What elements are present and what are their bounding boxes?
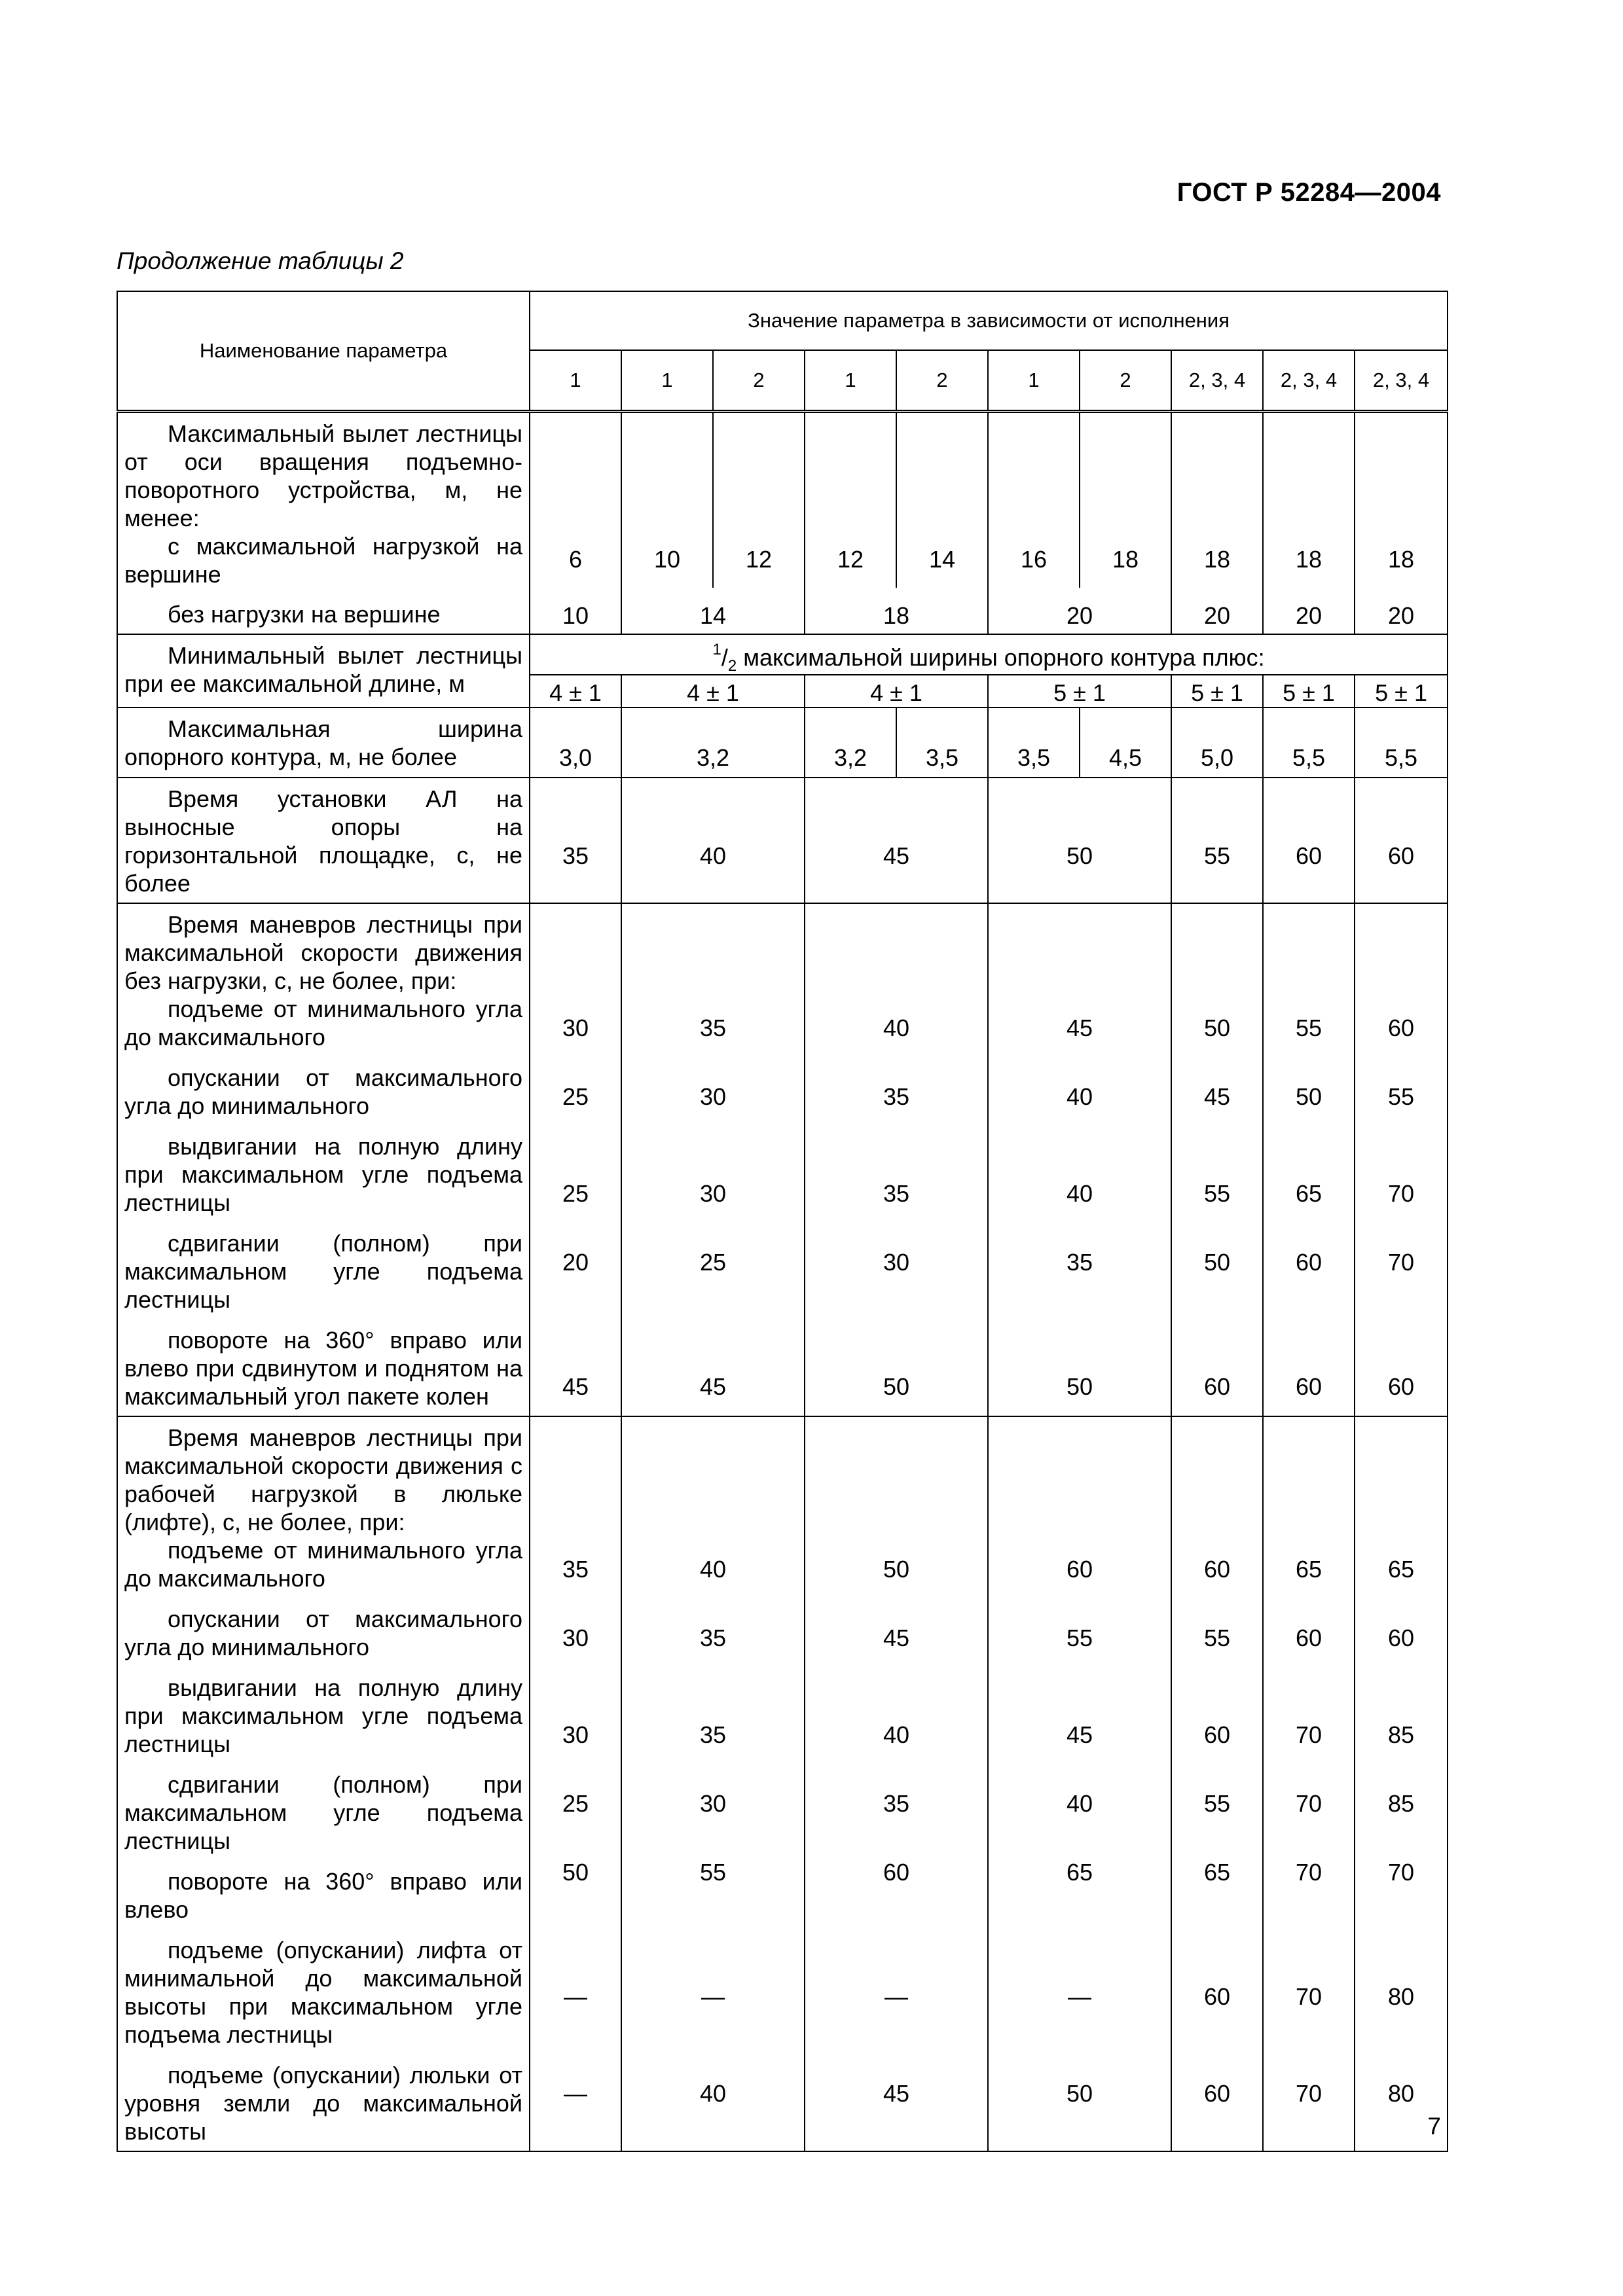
param-subitem: выдвигании на полную длину при максимальном угле подъема лестницы: [124, 1133, 522, 1216]
variant-header: 2, 3, 4: [1263, 350, 1355, 412]
value-cell: 16: [988, 412, 1080, 588]
param-text: Время маневров лестницы при максимальной скорости движения с рабочей нагрузкой в люльке (лифте), с, не более, при:: [124, 1424, 522, 1535]
standard-code: ГОСТ Р 52284—2004: [1176, 178, 1441, 207]
param-cell: [117, 903, 530, 1416]
variant-header: 1: [988, 350, 1080, 412]
variant-header: 1: [805, 350, 896, 412]
value-cell: 12: [805, 412, 896, 588]
value-cell: 14: [896, 412, 988, 588]
variant-header: 2: [896, 350, 988, 412]
value-cell: 18: [1171, 412, 1263, 588]
value-column: 55 50 65 60 60: [1263, 903, 1355, 1416]
param-text: Время установки АЛ на выносные опоры на горизонтальной площадке, с, не более: [124, 785, 522, 897]
value-column: 35 30 30 25 45: [621, 903, 805, 1416]
value-column: 40 35 35 30 50: [805, 903, 988, 1416]
min-reach-note: $^1/_2$ максимальной ширины опорного контура плюс:: [530, 634, 1448, 675]
value-cell: 5 ± 1: [988, 675, 1171, 708]
param-text: Минимальный вылет лестницы при ее максимальной длине, м: [124, 642, 522, 697]
value-cell: 45: [805, 778, 988, 903]
value-cell: 4 ± 1: [530, 675, 621, 708]
table-row: [117, 634, 1448, 675]
param-subitem: повороте на 360° вправо или влево при сдвинутом и поднятом на максимальный угол пакете колен: [124, 1327, 522, 1410]
value-column: 65 60 85 85 70 80 80: [1355, 1416, 1448, 2151]
value-cell: 5 ± 1: [1263, 675, 1355, 708]
value-column: 30 25 25 20 45: [530, 903, 621, 1416]
value-cell: 60: [1355, 778, 1448, 903]
values-column-header: Значение параметра в зависимости от исполнения: [530, 291, 1448, 350]
value-cell: 20: [1171, 588, 1263, 634]
param-subitem: повороте на 360° вправо или влево: [124, 1868, 522, 1923]
value-cell: 4 ± 1: [621, 675, 805, 708]
value-cell: 12: [713, 412, 805, 588]
param-subitem: сдвигании (полном) при максимальном угле подъема лестницы: [124, 1230, 522, 1313]
table-caption: Продолжение таблицы 2: [117, 247, 404, 274]
value-cell: 4 ± 1: [805, 675, 988, 708]
param-cell: [117, 778, 530, 903]
value-column: 35 30 30 25 50 — —: [530, 1416, 621, 2151]
value-cell: 60: [1263, 778, 1355, 903]
variant-header: 2, 3, 4: [1171, 350, 1263, 412]
value-cell: 20: [1355, 588, 1448, 634]
param-text: Максимальная ширина опорного контура, м, не более: [124, 715, 522, 770]
value-cell: 18: [805, 588, 988, 634]
value-cell: 40: [621, 778, 805, 903]
table-row: [117, 778, 1448, 903]
value-cell: 3,5: [988, 708, 1080, 778]
value-column: 40 35 35 30 55 — 40: [621, 1416, 805, 2151]
value-cell: 5,5: [1263, 708, 1355, 778]
param-subitem: подъеме (опускании) лифта от минимальной до максимальной высоты при максимальном угле подъема лестницы: [124, 1937, 522, 2048]
page-number: 7: [1427, 2113, 1441, 2140]
param-cell: [117, 634, 530, 708]
param-subitem: выдвигании на полную длину при максимальном угле подъема лестницы: [124, 1674, 522, 1757]
parameters-table: [117, 291, 1448, 2152]
value-cell: 3,0: [530, 708, 621, 778]
value-cell: 10: [530, 588, 621, 634]
param-subitem: опускании от максимального угла до минимального: [124, 1605, 522, 1660]
table-row: [117, 412, 1448, 588]
table-row: [117, 708, 1448, 778]
variant-header: 1: [621, 350, 713, 412]
value-column: 50 45 40 35 60 — 45: [805, 1416, 988, 2151]
param-column-header: Наименование параметра: [117, 291, 530, 412]
value-cell: 50: [988, 778, 1171, 903]
param-subitem: с максимальной нагрузкой на вершине: [124, 533, 522, 588]
table-row: [117, 1416, 1448, 2151]
value-cell: 20: [988, 588, 1171, 634]
value-cell: 5 ± 1: [1355, 675, 1448, 708]
param-subitem: без нагрузки на вершине: [168, 601, 441, 628]
value-cell: 3,2: [805, 708, 896, 778]
value-cell: 6: [530, 412, 621, 588]
value-cell: 5 ± 1: [1171, 675, 1263, 708]
value-cell: 4,5: [1080, 708, 1171, 778]
variant-header: 2, 3, 4: [1355, 350, 1448, 412]
value-cell: 14: [621, 588, 805, 634]
value-cell: 5,5: [1355, 708, 1448, 778]
value-cell: 20: [1263, 588, 1355, 634]
param-subitem: сдвигании (полном) при максимальном угле подъема лестницы: [124, 1771, 522, 1854]
param-subitem: опускании от максимального угла до минимального: [124, 1064, 522, 1119]
value-cell: 3,2: [621, 708, 805, 778]
value-column: 65 60 70 70 70 70 70: [1263, 1416, 1355, 2151]
value-cell: 35: [530, 778, 621, 903]
value-column: 60 55 70 70 60: [1355, 903, 1448, 1416]
value-cell: 5,0: [1171, 708, 1263, 778]
value-column: 60 55 45 40 65 — 50: [988, 1416, 1171, 2151]
value-cell: 18: [1355, 412, 1448, 588]
param-text: Максимальный вылет лестницы от оси вращения подъемно-поворотного устройства, м, не менее:: [124, 420, 522, 531]
value-column: 45 40 40 35 50: [988, 903, 1171, 1416]
param-text: Время маневров лестницы при максимальной скорости движения без нагрузки, с, не более, при:: [124, 911, 522, 994]
value-cell: 18: [1263, 412, 1355, 588]
param-subitem: подъеме (опускании) люльки от уровня земли до максимальной высоты: [124, 2062, 522, 2145]
value-cell: 10: [621, 412, 713, 588]
value-cell: 55: [1171, 778, 1263, 903]
param-cell: [117, 708, 530, 778]
value-column: 60 55 60 55 65 60 60: [1171, 1416, 1263, 2151]
variant-header: 2: [713, 350, 805, 412]
param-subitem: подъеме от минимального угла до максимального: [124, 996, 522, 1050]
value-cell: 3,5: [896, 708, 988, 778]
table-row: [117, 903, 1448, 1416]
param-subitem: подъеме от минимального угла до максимального: [124, 1537, 522, 1592]
variant-header: 2: [1080, 350, 1171, 412]
param-cell: [117, 412, 530, 635]
param-cell: [117, 1416, 530, 2151]
variant-header: 1: [530, 350, 621, 412]
value-cell: 18: [1080, 412, 1171, 588]
value-column: 50 45 55 50 60: [1171, 903, 1263, 1416]
